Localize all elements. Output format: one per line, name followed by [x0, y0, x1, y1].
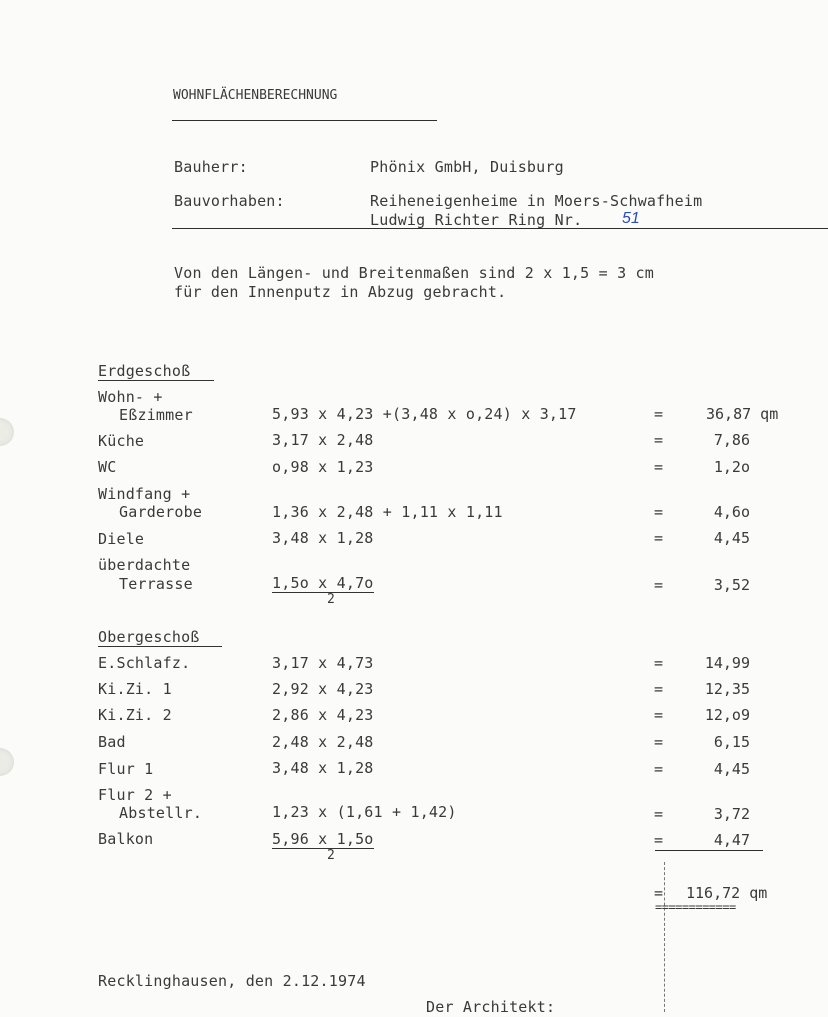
equals-sign: =: [654, 458, 664, 476]
equals-sign: =: [654, 576, 664, 594]
area-formula: 2,86 x 4,23: [272, 706, 374, 724]
room-label: WC: [98, 458, 117, 476]
equals-sign: =: [654, 654, 664, 672]
room-label: Flur 1: [98, 760, 154, 778]
area-formula: 3,17 x 4,73: [272, 654, 374, 672]
area-result: 1,2o: [713, 458, 750, 476]
equals-sign: =: [654, 529, 664, 547]
header-rule: [172, 228, 828, 229]
area-formula: 2,92 x 4,23: [272, 680, 374, 698]
vorhaben-label: Bauvorhaben:: [174, 192, 285, 210]
room-label: Windfang +: [98, 485, 191, 503]
area-result: 3,72: [713, 805, 750, 823]
formula-denominator: 2: [327, 592, 335, 607]
title-rule: [172, 120, 437, 121]
bauherr-value: Phönix GmbH, Duisburg: [370, 158, 564, 176]
area-result: 3,52: [713, 576, 750, 594]
room-label: Terrasse: [119, 575, 193, 593]
area-formula: o,98 x 1,23: [272, 458, 374, 476]
bauherr-label: Bauherr:: [174, 158, 248, 176]
sum-rule: [655, 850, 763, 851]
equals-sign: =: [654, 706, 664, 724]
area-formula: 1,5o x 4,7o: [272, 574, 374, 592]
area-result: 7,86: [713, 431, 750, 449]
punch-hole-top: [0, 418, 14, 446]
area-result: 6,15: [713, 733, 750, 751]
area-formula: 5,96 x 1,5o: [272, 830, 374, 848]
room-label: Abstellr.: [119, 804, 203, 822]
formula-denominator: 2: [327, 848, 335, 863]
room-label: überdachte: [98, 556, 191, 574]
note-line1: Von den Längen- und Breitenmaßen sind 2 x 1,5 = 3 cm: [174, 264, 654, 282]
area-result: 4,47: [713, 831, 750, 849]
total-double-rule: ============: [655, 900, 736, 914]
equals-sign: =: [654, 760, 664, 778]
equals-sign: =: [654, 805, 664, 823]
room-label: Eßzimmer: [119, 406, 193, 424]
area-result: 12,35: [704, 680, 750, 698]
area-result: 14,99: [704, 654, 750, 672]
area-formula: 3,48 x 1,28: [272, 529, 374, 547]
area-result: 4,45: [713, 529, 750, 547]
column-guide: [664, 862, 665, 1012]
room-label: Balkon: [98, 830, 154, 848]
equals-sign: =: [654, 733, 664, 751]
equals-sign: =: [654, 680, 664, 698]
room-label: Ki.Zi. 1: [98, 680, 172, 698]
room-label: Garderobe: [119, 503, 203, 521]
area-result: 4,6o: [713, 503, 750, 521]
vorhaben-line2: Ludwig Richter Ring Nr.: [370, 211, 583, 229]
area-result: 4,45: [713, 760, 750, 778]
handwritten-house-number: 51: [622, 210, 640, 227]
room-label: Wohn- +: [98, 388, 163, 406]
page-title: WOHNFLÄCHENBERECHNUNG: [173, 88, 338, 103]
room-label: Küche: [98, 432, 145, 450]
area-formula: 5,93 x 4,23 +(3,48 x o,24) x 3,17: [272, 405, 577, 423]
area-formula: 3,48 x 1,28: [272, 759, 374, 777]
note-line2: für den Innenputz in Abzug gebracht.: [174, 283, 507, 301]
room-label: Ki.Zi. 2: [98, 706, 172, 724]
area-formula: 3,17 x 2,48: [272, 431, 374, 449]
place-date: Recklinghausen, den 2.12.1974: [98, 972, 366, 990]
equals-sign: =: [654, 831, 664, 849]
room-label: Bad: [98, 733, 126, 751]
total-equals-sign: =: [654, 884, 664, 902]
erdgeschoss-heading: Erdgeschoß: [98, 362, 214, 381]
total-area: 116,72 qm: [686, 884, 768, 902]
room-label: E.Schlafz.: [98, 654, 191, 672]
area-formula: 2,48 x 2,48: [272, 733, 374, 751]
obergeschoss-heading: Obergeschoß: [98, 628, 222, 647]
vorhaben-line1: Reiheneigenheime in Moers-Schwafheim: [370, 192, 703, 210]
area-result: 36,87 qm: [706, 405, 779, 423]
room-label: Diele: [98, 530, 145, 548]
room-label: Flur 2 +: [98, 786, 172, 804]
punch-hole-bottom: [0, 748, 14, 776]
equals-sign: =: [654, 405, 664, 423]
area-formula: 1,36 x 2,48 + 1,11 x 1,11: [272, 503, 503, 521]
area-formula: 1,23 x (1,61 + 1,42): [272, 803, 457, 821]
architect-signature-label: Der Architekt:: [426, 998, 556, 1016]
area-result: 12,o9: [704, 706, 750, 724]
equals-sign: =: [654, 503, 664, 521]
equals-sign: =: [654, 431, 664, 449]
